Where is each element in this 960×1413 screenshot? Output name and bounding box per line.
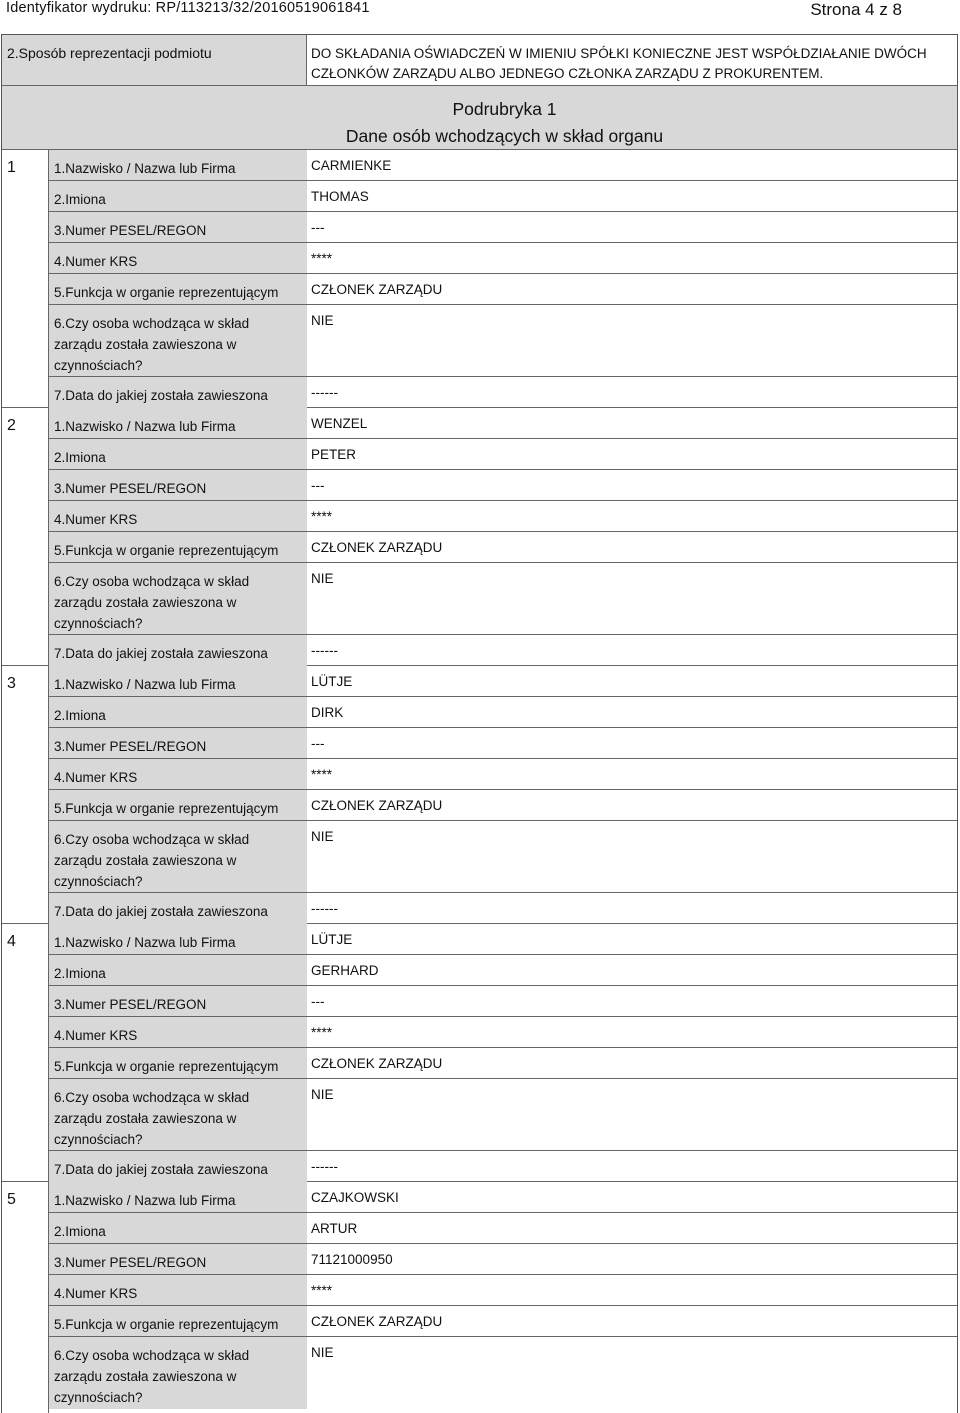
surname-row — [49, 150, 957, 181]
names-label: 2.Imiona — [49, 439, 307, 469]
subsection-title: Podrubryka 1 — [452, 99, 557, 119]
person-entry — [2, 150, 957, 408]
surname-value: LÜTJE — [311, 674, 353, 689]
representation-value-line2: CZŁONKÓW ZARZĄDU ALBO JEDNEGO CZŁONKA ZARZĄDU Z PROKURENTEM. — [311, 66, 824, 81]
surname-value: WENZEL — [311, 416, 368, 431]
suspended-label-line3: czynnościach? — [54, 1390, 143, 1405]
suspended-label-line2: zarządu została zawieszona w — [54, 337, 237, 352]
suspended-value: NIE — [311, 313, 334, 328]
function-label: 5.Funkcja w organie reprezentującym — [49, 1048, 307, 1078]
suspended-value: NIE — [311, 829, 334, 844]
krs-label: 4.Numer KRS — [49, 759, 307, 789]
suspended-label-line2: zarządu została zawieszona w — [54, 595, 237, 610]
names-row — [49, 439, 957, 470]
suspended-row — [49, 563, 957, 635]
suspended-row — [49, 1337, 957, 1409]
krs-label: 4.Numer KRS — [49, 1275, 307, 1305]
suspended-date-label: 7.Data do jakiej została zawieszona — [49, 377, 307, 408]
suspended-date-label: 7.Data do jakiej została zawieszona — [49, 635, 307, 666]
krs-value: **** — [311, 1025, 333, 1040]
suspended-label — [49, 1079, 307, 1150]
names-row — [49, 955, 957, 986]
surname-label: 1.Nazwisko / Nazwa lub Firma — [49, 924, 307, 954]
page-number: Strona 4 z 8 — [810, 0, 902, 19]
surname-value: CZAJKOWSKI — [311, 1190, 399, 1205]
suspended-row — [49, 1079, 957, 1151]
krs-label: 4.Numer KRS — [49, 501, 307, 531]
names-value: PETER — [311, 447, 357, 462]
suspended-value: NIE — [311, 571, 334, 586]
pesel-value: --- — [311, 478, 325, 493]
suspended-date-value: ------ — [311, 385, 338, 400]
function-row — [49, 274, 957, 305]
surname-row — [49, 1182, 957, 1213]
suspended-label-line2: zarządu została zawieszona w — [54, 853, 237, 868]
names-value: ARTUR — [311, 1221, 358, 1236]
suspended-date-label: 7.Data do jakiej została zawieszona — [49, 1151, 307, 1182]
suspended-label-line3: czynnościach? — [54, 616, 143, 631]
person-number: 3 — [2, 666, 49, 923]
names-value: GERHARD — [311, 963, 379, 978]
suspended-label-line3: czynnościach? — [54, 874, 143, 889]
surname-row — [49, 408, 957, 439]
surname-row — [49, 924, 957, 955]
function-label: 5.Funkcja w organie reprezentującym — [49, 1306, 307, 1336]
names-value: THOMAS — [311, 189, 369, 204]
krs-row — [49, 243, 957, 274]
suspended-date-value: ------ — [311, 901, 338, 916]
representation-value — [307, 35, 957, 85]
function-row — [49, 1048, 957, 1079]
suspended-label-line1: 6.Czy osoba wchodząca w skład — [54, 832, 250, 847]
print-identifier: Identyfikator wydruku: RP/113213/32/20160519061841 — [6, 0, 370, 16]
function-value: CZŁONEK ZARZĄDU — [311, 1056, 443, 1071]
suspended-label-line1: 6.Czy osoba wchodząca w skład — [54, 1090, 250, 1105]
krs-row — [49, 759, 957, 790]
person-entry — [2, 408, 957, 666]
function-row — [49, 1306, 957, 1337]
pesel-label: 3.Numer PESEL/REGON — [49, 470, 307, 500]
suspended-date-value: ------ — [311, 643, 338, 658]
suspended-label — [49, 821, 307, 892]
suspended-label-line1: 6.Czy osoba wchodząca w skład — [54, 316, 250, 331]
person-number: 4 — [2, 924, 49, 1181]
krs-row — [49, 1017, 957, 1048]
pesel-row — [49, 728, 957, 759]
suspended-value: NIE — [311, 1087, 334, 1102]
person-entry — [2, 666, 957, 924]
pesel-label: 3.Numer PESEL/REGON — [49, 986, 307, 1016]
names-label: 2.Imiona — [49, 955, 307, 985]
representation-label: 2.Sposób reprezentacji podmiotu — [2, 35, 307, 85]
person-number: 1 — [2, 150, 49, 407]
suspended-label-line2: zarządu została zawieszona w — [54, 1369, 237, 1384]
names-row — [49, 181, 957, 212]
krs-label: 4.Numer KRS — [49, 1017, 307, 1047]
subsection-subtitle: Dane osób wchodzących w skład organu — [345, 126, 664, 146]
pesel-label: 3.Numer PESEL/REGON — [49, 1244, 307, 1274]
krs-value: **** — [311, 767, 333, 782]
names-label: 2.Imiona — [49, 1213, 307, 1243]
function-row — [49, 532, 957, 563]
suspended-row — [49, 821, 957, 893]
suspended-date-row — [49, 1151, 957, 1182]
suspended-date-row — [49, 893, 957, 924]
suspended-row — [49, 305, 957, 377]
suspended-label-line2: zarządu została zawieszona w — [54, 1111, 237, 1126]
suspended-label — [49, 1337, 307, 1409]
print-header — [0, 0, 960, 28]
names-value: DIRK — [311, 705, 344, 720]
function-value: CZŁONEK ZARZĄDU — [311, 540, 443, 555]
suspended-date-value: ------ — [311, 1159, 338, 1174]
subsection-header — [2, 85, 957, 150]
function-row — [49, 790, 957, 821]
pesel-row — [49, 212, 957, 243]
suspended-value: NIE — [311, 1345, 334, 1360]
register-table — [1, 34, 958, 1413]
surname-label: 1.Nazwisko / Nazwa lub Firma — [49, 1182, 307, 1212]
representation-row — [2, 35, 957, 85]
surname-label: 1.Nazwisko / Nazwa lub Firma — [49, 150, 307, 180]
function-value: CZŁONEK ZARZĄDU — [311, 1314, 443, 1329]
person-entry — [2, 1182, 957, 1413]
surname-label: 1.Nazwisko / Nazwa lub Firma — [49, 408, 307, 438]
pesel-value: 71121000950 — [311, 1252, 393, 1267]
krs-row — [49, 501, 957, 532]
krs-value: **** — [311, 509, 333, 524]
krs-label: 4.Numer KRS — [49, 243, 307, 273]
pesel-value: --- — [311, 220, 325, 235]
names-label: 2.Imiona — [49, 181, 307, 211]
krs-row — [49, 1275, 957, 1306]
surname-label: 1.Nazwisko / Nazwa lub Firma — [49, 666, 307, 696]
pesel-row — [49, 1244, 957, 1275]
pesel-value: --- — [311, 736, 325, 751]
suspended-label-line3: czynnościach? — [54, 1132, 143, 1147]
function-value: CZŁONEK ZARZĄDU — [311, 798, 443, 813]
surname-value: CARMIENKE — [311, 158, 392, 173]
function-value: CZŁONEK ZARZĄDU — [311, 282, 443, 297]
suspended-label-line3: czynnościach? — [54, 358, 143, 373]
pesel-label: 3.Numer PESEL/REGON — [49, 728, 307, 758]
person-entry — [2, 924, 957, 1182]
person-number: 2 — [2, 408, 49, 665]
names-row — [49, 1213, 957, 1244]
names-label: 2.Imiona — [49, 697, 307, 727]
suspended-label — [49, 305, 307, 376]
representation-value-line1: DO SKŁADANIA OŚWIADCZEŃ W IMIENIU SPÓŁKI KONIECZNE JEST WSPÓŁDZIAŁANIE DWÓCH — [311, 46, 927, 61]
function-label: 5.Funkcja w organie reprezentującym — [49, 532, 307, 562]
pesel-label: 3.Numer PESEL/REGON — [49, 212, 307, 242]
suspended-label-line1: 6.Czy osoba wchodząca w skład — [54, 574, 250, 589]
krs-value: **** — [311, 251, 333, 266]
suspended-label — [49, 563, 307, 634]
suspended-date-label: 7.Data do jakiej została zawieszona — [49, 893, 307, 924]
names-row — [49, 697, 957, 728]
function-label: 5.Funkcja w organie reprezentującym — [49, 274, 307, 304]
person-number: 5 — [2, 1182, 49, 1413]
function-label: 5.Funkcja w organie reprezentującym — [49, 790, 307, 820]
pesel-row — [49, 470, 957, 501]
pesel-value: --- — [311, 994, 325, 1009]
surname-row — [49, 666, 957, 697]
pesel-row — [49, 986, 957, 1017]
krs-value: **** — [311, 1283, 333, 1298]
suspended-date-row — [49, 377, 957, 408]
suspended-label-line1: 6.Czy osoba wchodząca w skład — [54, 1348, 250, 1363]
suspended-date-row — [49, 635, 957, 666]
surname-value: LÜTJE — [311, 932, 353, 947]
